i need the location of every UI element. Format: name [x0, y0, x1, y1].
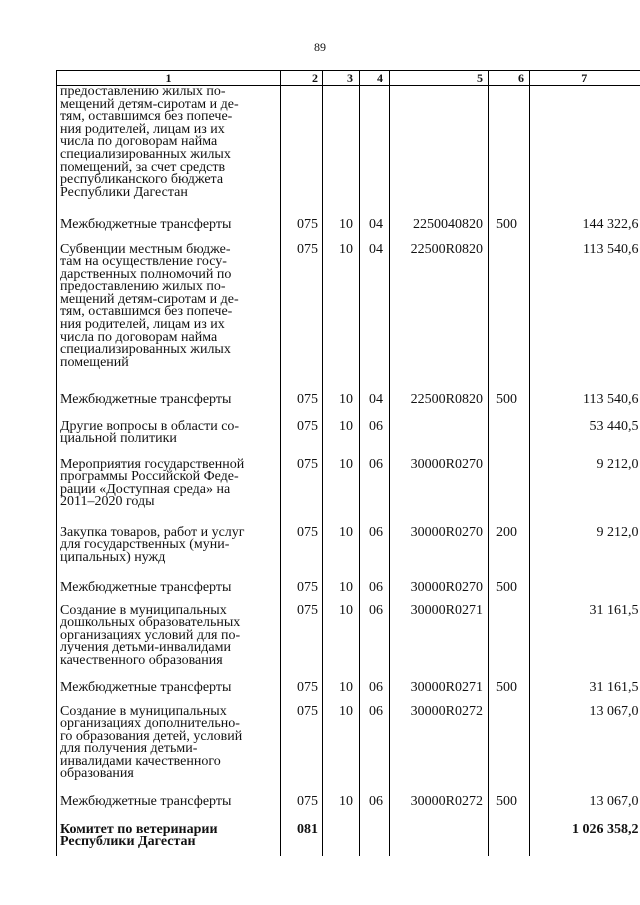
row-c6-cell: 500 [489, 212, 530, 238]
row-c6-cell [489, 451, 530, 519]
row-c7-cell: 9 212,0 [530, 451, 640, 519]
header-cell-5: 5 [390, 71, 489, 86]
row-c6-cell: 500 [489, 675, 530, 700]
row-c6-cell: 500 [489, 786, 530, 818]
table-row [57, 575, 640, 599]
row-c7-cell: 31 161,5 [530, 675, 640, 700]
row-name-line: Республики Дагестан [60, 184, 188, 200]
row-c6-cell [489, 413, 530, 451]
row-c4-cell: 06 [360, 599, 390, 675]
row-c4-cell: 06 [360, 413, 390, 451]
row-c6-cell: 500 [489, 575, 530, 599]
table-row [57, 413, 640, 451]
row-c3-cell: 10 [323, 238, 360, 387]
row-name-line: программы Российской Феде- [60, 469, 239, 485]
header-cell-1: 1 [57, 71, 281, 86]
row-name-line: лучения детьми-инвалидами [60, 640, 231, 656]
row-c2-cell: 075 [281, 575, 323, 599]
row-name-line: Другие вопросы в области со- [60, 418, 240, 434]
row-name-line: тям, оставшимся без попече- [60, 304, 233, 320]
row-c2-cell: 075 [281, 451, 323, 519]
row-c3-cell: 10 [323, 212, 360, 238]
row-name-line: специализированных жилых [60, 342, 231, 358]
row-c4-cell: 06 [360, 675, 390, 700]
row-c2-cell: 075 [281, 599, 323, 675]
row-name-line: ципальных) нужд [60, 549, 166, 565]
row-c4-cell: 06 [360, 700, 390, 786]
row-c4-cell: 06 [360, 575, 390, 599]
row-name-cell [57, 387, 281, 413]
table-row [57, 675, 640, 700]
header-cell-4: 4 [360, 71, 390, 86]
row-c3-cell: 10 [323, 519, 360, 575]
row-c7-cell: 53 440,5 [530, 413, 640, 451]
row-c7-cell: 13 067,0 [530, 700, 640, 786]
row-c6-cell: 500 [489, 387, 530, 413]
row-c5-cell: 30000R0270 [390, 575, 489, 599]
row-c5-cell: 22500R0820 [390, 387, 489, 413]
row-name-line: Комитет по ветеринарии [60, 821, 218, 837]
row-c2-cell [281, 86, 323, 212]
row-name-cell [57, 575, 281, 599]
row-c4-cell: 04 [360, 238, 390, 387]
row-name-line: организациях дополнительно- [60, 716, 240, 732]
row-c6-cell [489, 238, 530, 387]
table-row [57, 212, 640, 238]
header-cell-3: 3 [323, 71, 360, 86]
row-c3-cell: 10 [323, 599, 360, 675]
row-c7-cell: 113 540,6 [530, 387, 640, 413]
row-c5-cell: 30000R0270 [390, 451, 489, 519]
row-c5-cell [390, 86, 489, 212]
row-c4-cell: 06 [360, 519, 390, 575]
row-name-cell [57, 700, 281, 786]
row-name-line: мещений детям-сиротам и де- [60, 96, 239, 112]
row-c5-cell: 30000R0272 [390, 786, 489, 818]
row-name-line: тям, оставшимся без попече- [60, 109, 233, 125]
row-name-line: 2011–2020 годы [60, 494, 155, 510]
budget-table [56, 70, 640, 856]
row-name-line: помещений, за счет средств [60, 159, 226, 175]
row-c2-cell: 081 [281, 818, 323, 856]
row-c5-cell: 30000R0271 [390, 599, 489, 675]
row-name-line: Закупка товаров, работ и услуг [60, 524, 245, 540]
row-name-line: специализированных жилых [60, 146, 231, 162]
row-name-line: образования [60, 766, 134, 782]
row-name-line: циальной политики [60, 431, 177, 447]
row-c5-cell: 2250040820 [390, 212, 489, 238]
row-c4-cell: 06 [360, 786, 390, 818]
table-row [57, 451, 640, 519]
row-name-cell [57, 818, 281, 856]
row-name-line: предоставлению жилых по- [60, 84, 226, 99]
row-name-cell [57, 413, 281, 451]
row-c3-cell [323, 86, 360, 212]
row-c6-cell [489, 818, 530, 856]
row-c3-cell: 10 [323, 451, 360, 519]
row-name-cell [57, 451, 281, 519]
row-name-line: там на осуществление госу- [60, 254, 227, 270]
row-c5-cell [390, 413, 489, 451]
table-row [57, 519, 640, 575]
row-name-line: Межбюджетные трансферты [60, 679, 232, 695]
header-cell-2: 2 [281, 71, 323, 86]
row-name-line: качественного образования [60, 652, 223, 668]
row-c6-cell [489, 86, 530, 212]
row-name-line: для получения детьми- [60, 741, 198, 757]
row-c3-cell: 10 [323, 575, 360, 599]
row-c7-cell: 9 212,0 [530, 519, 640, 575]
row-name-line: помещений [60, 354, 129, 370]
row-c7-cell: 31 161,5 [530, 599, 640, 675]
row-c3-cell: 10 [323, 786, 360, 818]
table-row [57, 599, 640, 675]
row-name-line: Межбюджетные трансферты [60, 216, 232, 232]
row-c4-cell: 04 [360, 212, 390, 238]
row-c2-cell: 075 [281, 413, 323, 451]
row-name-line: организациях условий для по- [60, 627, 241, 643]
table-row [57, 86, 640, 212]
row-c2-cell: 075 [281, 786, 323, 818]
row-name-line: Создание в муниципальных [60, 703, 227, 719]
row-name-line: дарственных полномочий по [60, 266, 232, 282]
row-name-cell [57, 238, 281, 387]
table-row [57, 700, 640, 786]
row-name-cell [57, 599, 281, 675]
row-name-line: Межбюджетные трансферты [60, 579, 232, 595]
row-c5-cell [390, 818, 489, 856]
row-c2-cell: 075 [281, 387, 323, 413]
row-c2-cell: 075 [281, 212, 323, 238]
row-c3-cell: 10 [323, 413, 360, 451]
row-name-cell [57, 675, 281, 700]
row-name-line: числа по договорам найма [60, 134, 218, 150]
row-c5-cell: 22500R0820 [390, 238, 489, 387]
header-cell-6: 6 [489, 71, 530, 86]
row-c7-cell [530, 86, 640, 212]
row-c7-cell: 144 322,6 [530, 212, 640, 238]
row-name-line: Создание в муниципальных [60, 602, 227, 618]
table-row [57, 387, 640, 413]
row-name-cell [57, 519, 281, 575]
row-c6-cell [489, 700, 530, 786]
row-name-line: числа по договорам найма [60, 329, 218, 345]
row-name-line: Республики Дагестан [60, 834, 196, 850]
row-c4-cell [360, 86, 390, 212]
row-c7-cell: 113 540,6 [530, 238, 640, 387]
row-name-line: республиканского бюджета [60, 172, 224, 188]
page-number: 89 [314, 40, 326, 54]
row-name-line: Мероприятия государственной [60, 456, 245, 472]
table-body [57, 86, 640, 856]
row-c4-cell: 04 [360, 387, 390, 413]
row-c2-cell: 075 [281, 238, 323, 387]
row-c2-cell: 075 [281, 700, 323, 786]
row-name-line: для государственных (муни- [60, 537, 230, 553]
row-c6-cell [489, 599, 530, 675]
row-name-line: го образования детей, условий [60, 728, 243, 744]
row-name-line: Субвенции местным бюдже- [60, 241, 231, 257]
row-c4-cell: 06 [360, 451, 390, 519]
row-c3-cell [323, 818, 360, 856]
table-row-total [57, 818, 640, 856]
row-name-line: предоставлению жилых по- [60, 279, 226, 295]
table-row [57, 786, 640, 818]
header-cell-7: 7 [530, 71, 640, 86]
row-name-line: мещений детям-сиротам и де- [60, 291, 239, 307]
row-c5-cell: 30000R0270 [390, 519, 489, 575]
row-name-cell [57, 86, 281, 212]
row-c3-cell: 10 [323, 700, 360, 786]
row-c2-cell: 075 [281, 675, 323, 700]
row-c2-cell: 075 [281, 519, 323, 575]
row-c7-cell: 13 067,0 [530, 786, 640, 818]
row-c7-cell: 1 026 358,2 [530, 818, 640, 856]
row-c4-cell [360, 818, 390, 856]
row-c5-cell: 30000R0271 [390, 675, 489, 700]
row-name-cell [57, 786, 281, 818]
row-name-line: Межбюджетные трансферты [60, 391, 232, 407]
row-name-line: ния родителей, лицам из их [60, 121, 225, 137]
row-c5-cell: 30000R0272 [390, 700, 489, 786]
row-name-line: рации «Доступная среда» на [60, 481, 231, 497]
row-name-line: Межбюджетные трансферты [60, 793, 232, 809]
row-c6-cell: 200 [489, 519, 530, 575]
row-c3-cell: 10 [323, 675, 360, 700]
row-name-line: инвалидами качественного [60, 753, 221, 769]
row-c3-cell: 10 [323, 387, 360, 413]
table-row [57, 238, 640, 387]
row-name-line: ния родителей, лицам из их [60, 317, 225, 333]
row-c7-cell [530, 575, 640, 599]
row-name-cell [57, 212, 281, 238]
row-name-line: дошкольных образовательных [60, 615, 241, 631]
